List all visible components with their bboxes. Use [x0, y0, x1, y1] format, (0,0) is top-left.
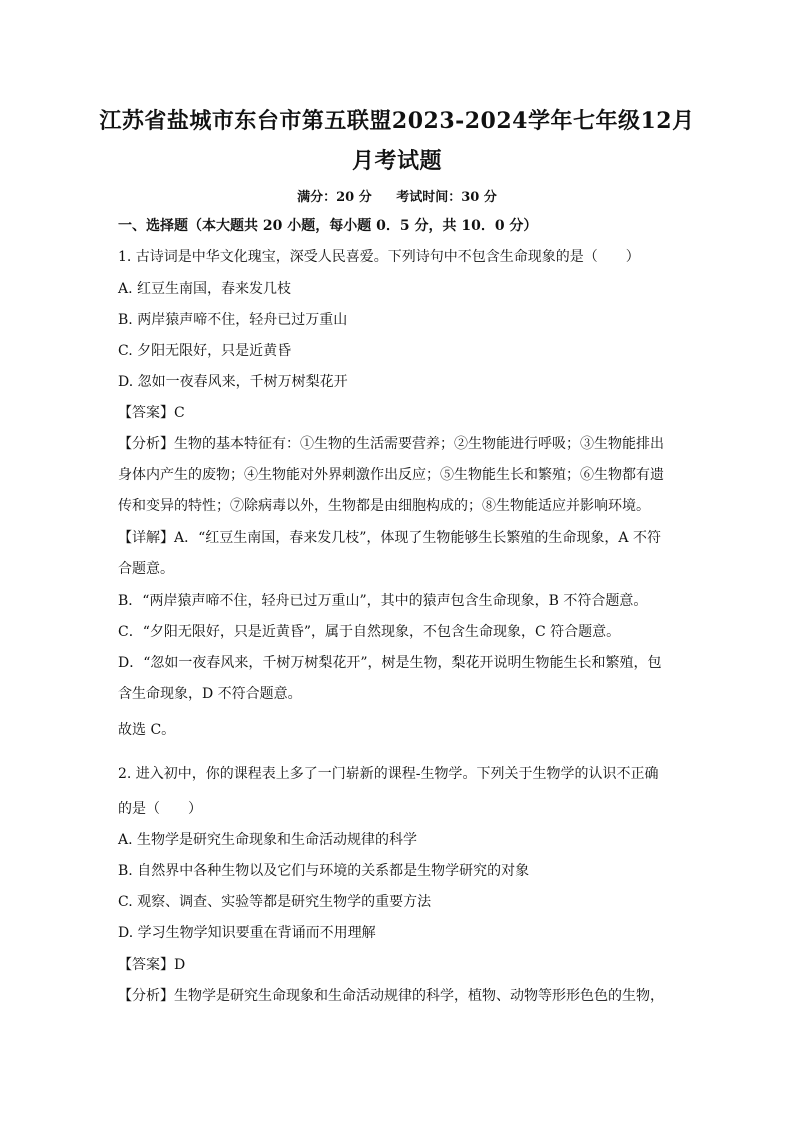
- question-1-detail-line: 【详解】A．“红豆生南国，春来发几枝”，体现了生物能够生长繁殖的生命现象，A 不符: [118, 530, 661, 546]
- question-1-conclusion: 故选 C。: [118, 722, 176, 738]
- question-2-stem: 2. 进入初中，你的课程表上多了一门崭新的课程-生物学。下列关于生物学的认识不正确: [118, 766, 659, 782]
- question-1-option-a: A. 红豆生南国，春来发几枝: [118, 281, 292, 297]
- question-1-detail-line: D．“忽如一夜春风来，千树万树梨花开”，树是生物，梨花开说明生物能生长和繁殖，包: [118, 655, 662, 671]
- question-2-option-d: D. 学习生物学知识要重在背诵而不用理解: [118, 925, 376, 941]
- question-1-option-b: B. 两岸猿声啼不住，轻舟已过万重山: [118, 312, 348, 328]
- question-1-option-d: D. 忽如一夜春风来，千树万树梨花开: [118, 374, 348, 390]
- question-1-option-c: C. 夕阳无限好，只是近黄昏: [118, 343, 292, 359]
- question-1-detail-line: 含生命现象，D 不符合题意。: [118, 686, 302, 702]
- question-1-detail-line: C．“夕阳无限好，只是近黄昏”，属于自然现象，不包含生命现象，C 符合题意。: [118, 624, 621, 640]
- question-1-detail-line: B．“两岸猿声啼不住，轻舟已过万重山”，其中的猿声包含生命现象，B 不符合题意。: [118, 593, 648, 609]
- question-1-detail-line: 合题意。: [118, 561, 174, 577]
- question-1-analysis-line: 传和变异的特性；⑦除病毒以外，生物都是由细胞构成的；⑧生物能适应并影响环境。: [118, 498, 650, 514]
- question-1-analysis-line: 身体内产生的废物；④生物能对外界刺激作出反应；⑤生物能生长和繁殖；⑥生物都有遗: [118, 467, 664, 483]
- time-label: 考试时间：30 分: [396, 190, 497, 205]
- page-title-continued: 月考试题: [351, 148, 442, 174]
- section-heading: 一、选择题（本大题共 20 小题，每小题 0．5 分，共 10．0 分）: [118, 218, 538, 234]
- question-2-option-a: A. 生物学是研究生命现象和生命活动规律的科学: [118, 832, 418, 848]
- question-2-option-b: B. 自然界中各种生物以及它们与环境的关系都是生物学研究的对象: [118, 863, 530, 879]
- question-2-analysis-line: 【分析】生物学是研究生命现象和生命活动规律的科学，植物、动物等形形色色的生物，: [118, 988, 664, 1004]
- question-1-answer: 【答案】C: [118, 405, 185, 421]
- score-label: 满分：20 分: [297, 190, 372, 205]
- question-1-stem: 1. 古诗词是中华文化瑰宝，深受人民喜爱。下列诗句中不包含生命现象的是（ ）: [118, 249, 640, 265]
- question-2-stem-continued: 的是（ ）: [118, 801, 202, 817]
- question-2-answer: 【答案】D: [118, 957, 186, 973]
- page-title: 江苏省盐城市东台市第五联盟2023-2024学年七年级12月: [99, 108, 695, 134]
- question-2-option-c: C. 观察、调查、实验等都是研究生物学的重要方法: [118, 894, 432, 910]
- question-1-analysis-line: 【分析】生物的基本特征有：①生物的生活需要营养；②生物能进行呼吸；③生物能排出: [118, 436, 664, 452]
- exam-meta: [0, 186, 794, 205]
